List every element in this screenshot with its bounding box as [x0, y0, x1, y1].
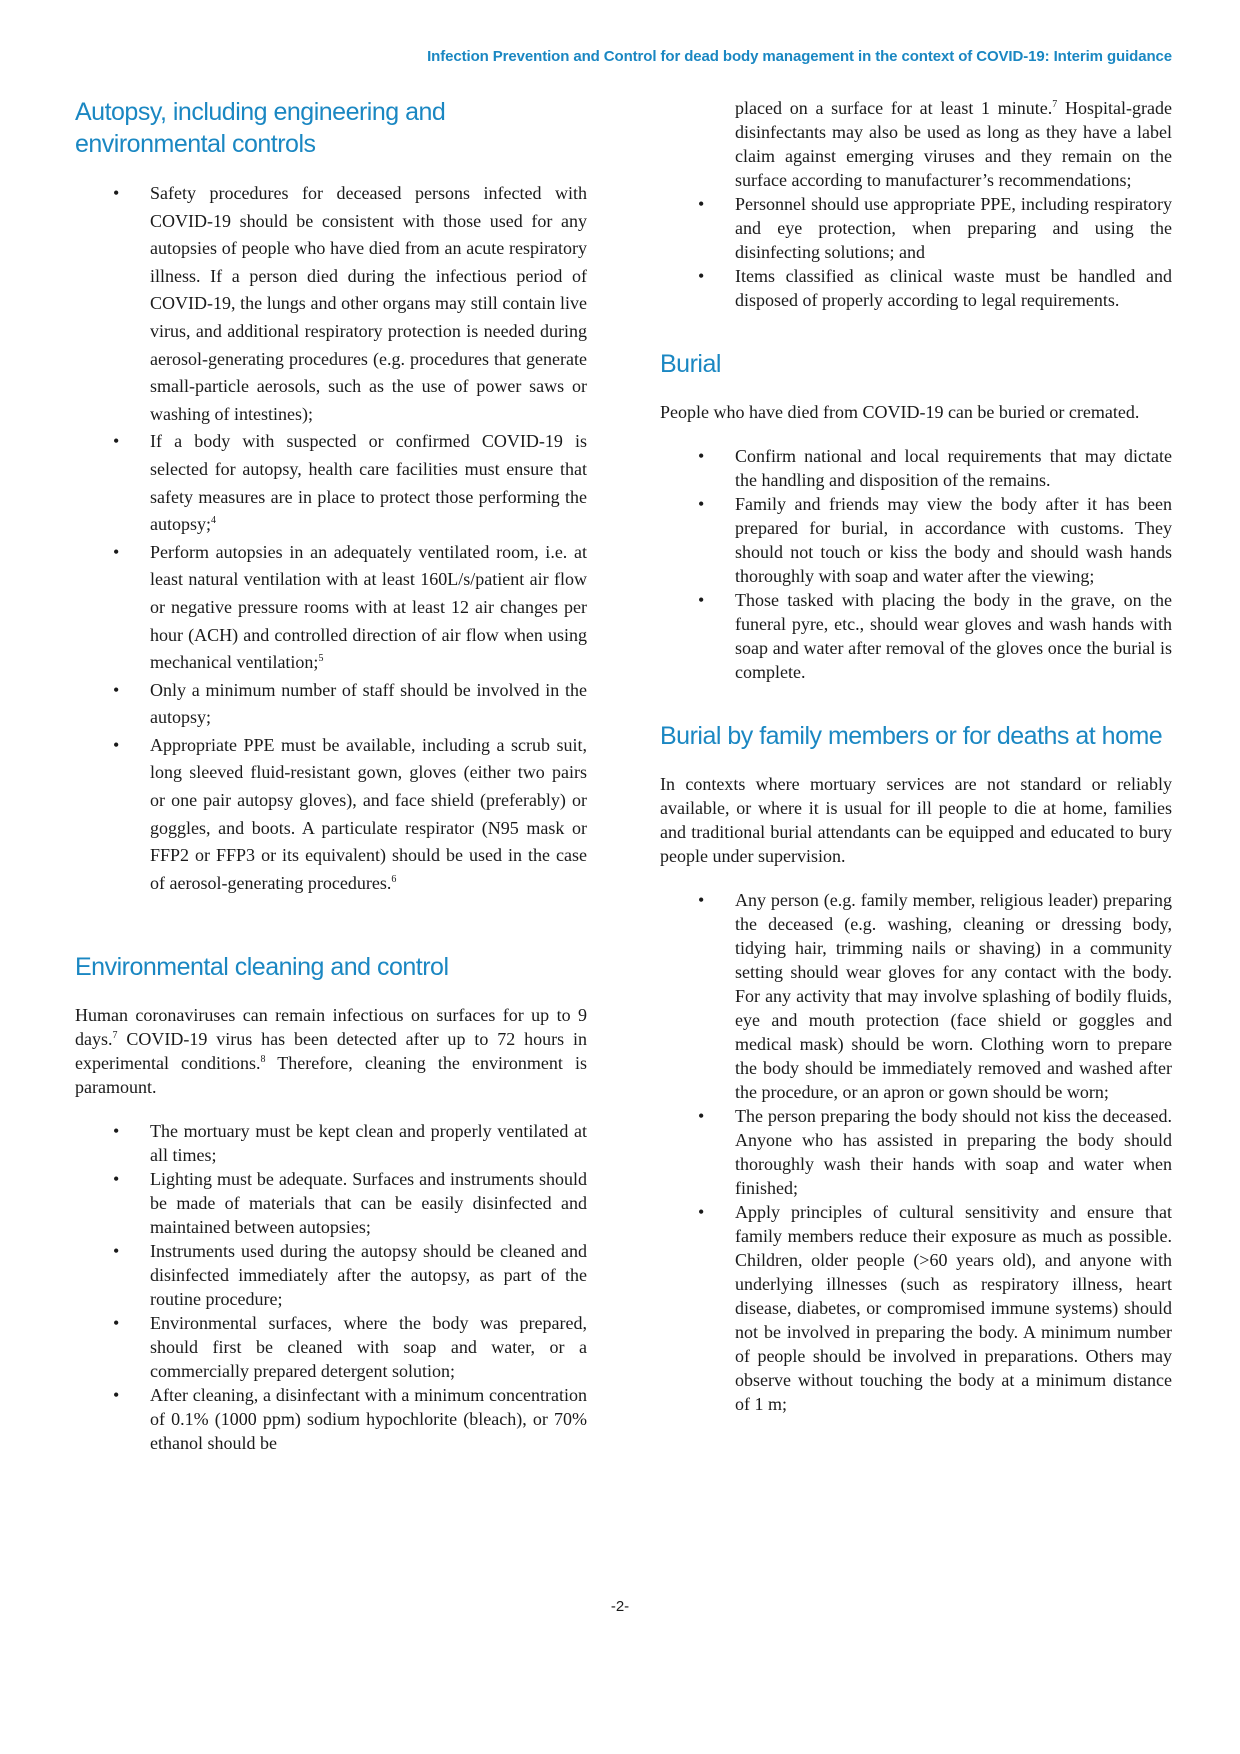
- list-item: • The person preparing the body should not kiss the deceased. Anyone who has assisted in preparing the body should thoroughly wash their hands with soap and water when finished;: [698, 1106, 1172, 1198]
- list-item: • If a body with suspected or confirmed COVID-19 is selected for autopsy, health care facilities must ensure that safety measures are in place to protect those performing the autopsy;$^4$: [75, 428, 587, 538]
- list-item: • Confirm national and local requirements that may dictate the handling and disposition of the remains.: [698, 446, 1172, 490]
- footnote-ref: 7: [112, 1030, 118, 1042]
- home-burial-list: [660, 888, 1172, 1416]
- list-item: • Family and friends may view the body after it has been prepared for burial, in accordance with customs. They should not touch or kiss the body and should wash hands thoroughly with soap and water after the viewing;: [698, 494, 1172, 586]
- bullet-icon: •: [698, 266, 705, 286]
- list-item: • Lighting must be adequate. Surfaces and instruments should be made of materials that can be easily disinfected and maintained between autopsies;: [113, 1169, 587, 1238]
- bullet-icon: •: [113, 541, 120, 562]
- list-item: • After cleaning, a disinfectant with a minimum concentration of 0.1% (1000 ppm) sodium hypochlorite (bleach), or 70% ethanol should be: [113, 1385, 587, 1454]
- bullet-icon: •: [113, 1169, 120, 1190]
- bullet-icon: •: [698, 494, 705, 514]
- bullet-icon: •: [698, 194, 705, 214]
- running-header: Infection Prevention and Control for dead body management in the context of COVID-19: Interim guidance: [427, 48, 1172, 65]
- footnote-ref: 4: [211, 515, 216, 527]
- burial-heading: Burial: [660, 350, 721, 378]
- list-item: • Perform autopsies in an adequately ventilated room, i.e. at least natural ventilation with at least 160L/s/patient air flow or negative pressure rooms with at least 12 air changes per hour (ACH) and controlled direction of air flow when using mechanical ventilation;$^5$: [75, 539, 587, 677]
- list-item: • Environmental surfaces, where the body was prepared, should first be cleaned with soap and water, or a commercially prepared detergent solution;: [113, 1313, 587, 1382]
- list-item: • The mortuary must be kept clean and properly ventilated at all times;: [113, 1121, 587, 1166]
- footnote-ref: 7: [1052, 99, 1058, 110]
- list-item-continued: placed on a surface for at least 1 minute.$^7$ Hospital-grade disinfectants may also be used as long as they have a label claim against emerging viruses and they remain on the surface according to manufacturer’s recommendations;: [735, 98, 1172, 190]
- bullet-icon: •: [698, 590, 705, 610]
- left-column: [75, 96, 587, 1455]
- list-item: • Instruments used during the autopsy should be cleaned and disinfected immediately after the autopsy, as part of the routine procedure;: [113, 1241, 587, 1310]
- bullet-icon: •: [113, 1313, 120, 1334]
- list-item: • Apply principles of cultural sensitivity and ensure that family members reduce their exposure as much as possible. Children, older people (>60 years old), and anyone with underlying illnesses (such as respiratory illness, heart disease, diabetes, or compromised immune systems) should not be involved in preparing the body. A minimum number of people should be involved in preparations. Others may observe without touching the body at a minimum distance of 1 m;: [698, 1202, 1172, 1414]
- burial-list: [660, 444, 1172, 684]
- bullet-icon: •: [113, 679, 120, 700]
- autopsy-heading: Autopsy, including engineering and environmental controls: [75, 98, 446, 158]
- page-number: -2-: [610, 1598, 630, 1615]
- environmental-intro: Human coronaviruses can remain infectious on surfaces for up to 9 days.$^7$ COVID-19 virus has been detected after up to 72 hours in experimental conditions.$^8$ Therefore, cleaning the environment is paramount.: [75, 1005, 588, 1098]
- list-item: • Those tasked with placing the body in the grave, on the funeral pyre, etc., should wear gloves and wash hands with soap and water after removal of the gloves once the burial is complete.: [698, 590, 1172, 682]
- bullet-icon: •: [698, 1202, 705, 1222]
- list-item: • Any person (e.g. family member, religious leader) preparing the deceased (e.g. washing, cleaning or dressing body, tidying hair, trimming nails or shaving) in a community setting should wear gloves for any contact with the body. For any activity that may involve splashing of bodily fluids, eye and mouth protection (face shield or goggles and medical mask) should be worn. Clothing worn to prepare the body should be immediately removed and washed after the procedure, or an apron or gown should be worn;: [698, 890, 1172, 1102]
- bullet-icon: •: [698, 446, 705, 466]
- home-burial-intro: In contexts where mortuary services are not standard or reliably available, or where it is usual for ill people to die at home, families and traditional burial attendants can be equipped and educated to bury people under supervision.: [660, 774, 1172, 866]
- home-burial-heading: Burial by family members or for deaths at home: [660, 722, 1163, 750]
- bullet-icon: •: [113, 183, 120, 203]
- footnote-ref: 5: [318, 653, 324, 665]
- environmental-list-continued: [660, 96, 1172, 312]
- burial-intro: People who have died from COVID-19 can be buried or cremated.: [660, 402, 1140, 422]
- list-item: • Safety procedures for deceased persons infected with COVID-19 should be consistent with those used for any autopsies of people who have died from an acute respiratory illness. If a person died during the infectious period of COVID-19, the lungs and other organs may still contain live virus, and additional respiratory protection is needed during aerosol-generating procedures (e.g. procedures that generate small-particle aerosols, such as the use of power saws or washing of intestines);: [75, 180, 587, 428]
- footnote-ref: 6: [391, 873, 397, 885]
- bullet-icon: •: [698, 890, 705, 910]
- footnote-ref: 8: [260, 1054, 266, 1066]
- environmental-heading: Environmental cleaning and control: [75, 953, 449, 982]
- list-item: • Personnel should use appropriate PPE, including respiratory and eye protection, when preparing and using the disinfecting solutions; and: [698, 194, 1172, 262]
- right-column: [660, 96, 1172, 1416]
- list-item: • Items classified as clinical waste must be handled and disposed of properly according to legal requirements.: [698, 266, 1172, 310]
- bullet-icon: •: [113, 1385, 120, 1406]
- list-item: • Appropriate PPE must be available, including a scrub suit, long sleeved fluid-resistant gown, gloves (either two pairs or one pair autopsy gloves), and face shield (preferably) or goggles, and boots. A particulate respirator (N95 mask or FFP2 or FFP3 or its equivalent) should be used in the case of aerosol-generating procedures.$^6$: [75, 732, 587, 898]
- bullet-icon: •: [113, 431, 120, 452]
- environmental-list: [75, 1119, 587, 1455]
- bullet-icon: •: [113, 734, 120, 755]
- bullet-icon: •: [113, 1241, 120, 1262]
- list-item: • Only a minimum number of staff should be involved in the autopsy;: [75, 677, 587, 732]
- autopsy-list: [75, 180, 587, 897]
- bullet-icon: •: [113, 1121, 120, 1142]
- bullet-icon: •: [698, 1106, 705, 1126]
